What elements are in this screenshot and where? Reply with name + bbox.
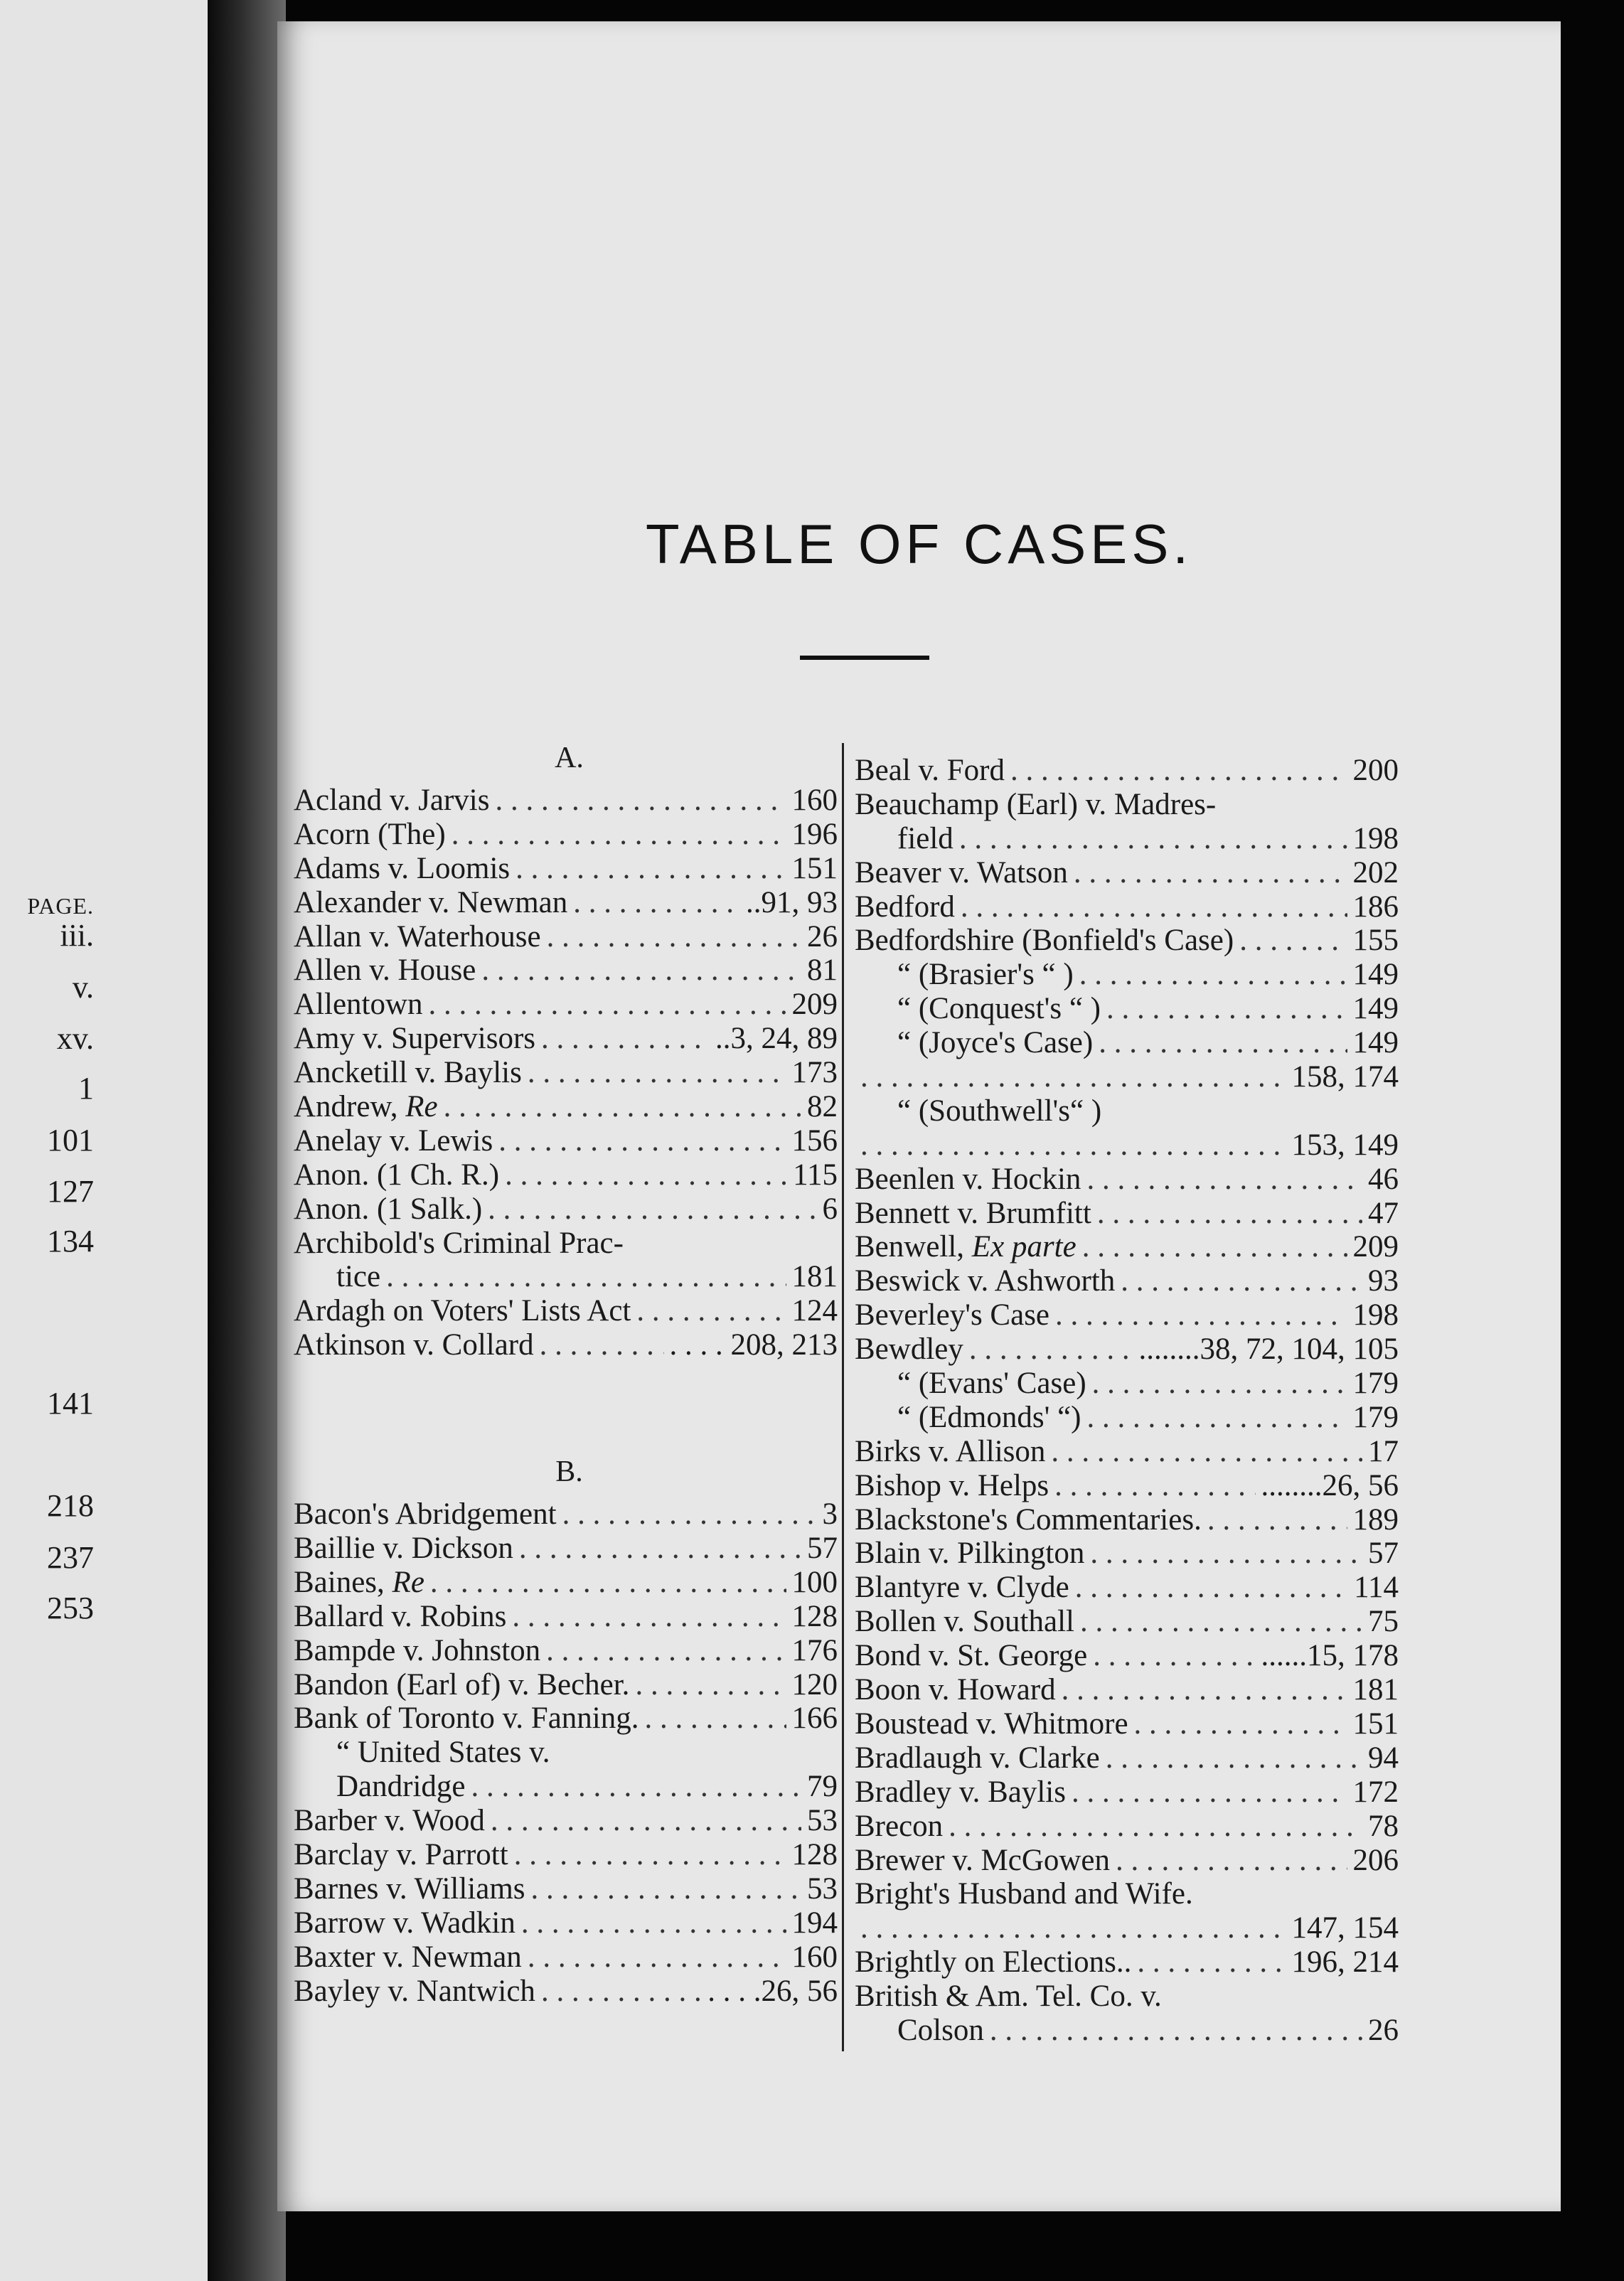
case-name: Baillie v. Dickson bbox=[294, 1532, 513, 1566]
dot-leader bbox=[860, 1060, 1286, 1094]
dot-leader bbox=[430, 1566, 786, 1600]
case-name: Andrew, Re bbox=[294, 1090, 438, 1124]
dot-leader bbox=[1072, 1775, 1347, 1810]
dot-leader bbox=[429, 988, 786, 1022]
case-entry bbox=[855, 1230, 1406, 1264]
case-entry bbox=[855, 1197, 1406, 1231]
dot-leader bbox=[1099, 1026, 1347, 1060]
page-number: 218 bbox=[47, 1488, 94, 1523]
case-entry bbox=[855, 992, 1406, 1026]
case-name: Brecon bbox=[855, 1809, 944, 1843]
case-entry bbox=[855, 1163, 1406, 1197]
case-page-numbers: 194 bbox=[791, 1906, 838, 1940]
dot-leader bbox=[1087, 1401, 1347, 1435]
case-page-numbers: 172 bbox=[1352, 1775, 1399, 1809]
case-entry bbox=[294, 1804, 845, 1838]
case-page-numbers: 176 bbox=[791, 1633, 838, 1667]
case-name: Boustead v. Whitmore bbox=[855, 1706, 1128, 1741]
page-number: iii. bbox=[60, 918, 94, 953]
case-entry bbox=[294, 920, 845, 954]
case-page-numbers: 26 bbox=[807, 919, 838, 953]
dot-leader bbox=[541, 1975, 702, 2009]
page-number: 237 bbox=[47, 1540, 94, 1575]
dot-leader bbox=[1082, 1230, 1347, 1264]
section-b-list-left bbox=[294, 1497, 845, 2008]
case-name: Amy v. Supervisors bbox=[294, 1022, 536, 1056]
case-page-numbers: 166 bbox=[791, 1702, 838, 1736]
dot-leader bbox=[1010, 754, 1347, 788]
case-entry bbox=[294, 1906, 845, 1940]
case-entry bbox=[855, 822, 1406, 856]
case-entry bbox=[855, 1911, 1406, 1945]
case-entry bbox=[294, 784, 845, 818]
page-number: 134 bbox=[47, 1224, 94, 1259]
dot-leader bbox=[1080, 1605, 1362, 1639]
case-entry bbox=[855, 754, 1406, 788]
case-page-numbers: 160 bbox=[791, 1940, 838, 1974]
case-page-numbers: 196, 214 bbox=[1291, 1945, 1399, 1980]
case-entry bbox=[855, 1707, 1406, 1741]
case-name: Atkinson v. Collard bbox=[294, 1328, 534, 1362]
case-entry bbox=[294, 953, 845, 988]
dot-leader bbox=[959, 822, 1347, 856]
case-entry bbox=[855, 1810, 1406, 1844]
case-entry bbox=[294, 1056, 845, 1090]
case-entry bbox=[855, 1469, 1406, 1503]
dot-leader bbox=[1121, 1264, 1362, 1298]
case-name: Allan v. Waterhouse bbox=[294, 919, 541, 953]
case-name-italic: Re bbox=[405, 1090, 438, 1124]
dot-leader bbox=[471, 1770, 802, 1804]
case-entry bbox=[294, 1838, 845, 1872]
case-entry bbox=[294, 1294, 845, 1328]
case-page-numbers: 156 bbox=[791, 1123, 838, 1158]
dot-leader bbox=[1116, 1844, 1347, 1878]
case-entry bbox=[855, 1298, 1406, 1332]
dot-leader bbox=[481, 953, 801, 988]
case-page-numbers: 115 bbox=[793, 1158, 838, 1192]
dot-leader bbox=[860, 1911, 1286, 1945]
case-page-numbers: 100 bbox=[791, 1565, 838, 1599]
dot-leader bbox=[512, 1600, 786, 1634]
case-page-numbers: 186 bbox=[1352, 890, 1399, 924]
case-name: “ (Brasier's “ ) bbox=[897, 958, 1074, 992]
left-column bbox=[294, 732, 845, 2009]
case-name: Beswick v. Ashworth bbox=[855, 1264, 1116, 1298]
case-name: Barber v. Wood bbox=[294, 1804, 485, 1838]
case-page-numbers: 26 bbox=[1368, 2013, 1399, 2047]
case-page-numbers: 75 bbox=[1368, 1605, 1399, 1639]
dot-leader bbox=[386, 1260, 786, 1294]
case-page-numbers: . . . .26, 56 bbox=[707, 1974, 838, 2008]
case-name: Bradlaugh v. Clarke bbox=[855, 1741, 1100, 1775]
case-entry bbox=[294, 1702, 845, 1736]
case-page-numbers: 179 bbox=[1352, 1367, 1399, 1401]
case-name: tice bbox=[336, 1260, 381, 1294]
dot-leader bbox=[969, 1332, 1133, 1367]
case-name: Anon. (1 Salk.) bbox=[294, 1192, 483, 1226]
dot-leader bbox=[540, 1328, 664, 1362]
case-name: Allentown bbox=[294, 988, 423, 1022]
case-name: Bradley v. Baylis bbox=[855, 1775, 1066, 1809]
page-number: v. bbox=[72, 970, 94, 1005]
dot-leader bbox=[531, 1872, 801, 1906]
dot-leader bbox=[541, 1022, 710, 1056]
case-page-numbers: 181 bbox=[1352, 1673, 1399, 1707]
facing-page-left bbox=[0, 0, 208, 2281]
case-name: Bedfordshire (Bonfield's Case) bbox=[855, 924, 1234, 958]
case-entry bbox=[294, 852, 845, 886]
case-entry bbox=[855, 1435, 1406, 1469]
case-name: Bright's Husband and Wife. bbox=[855, 1877, 1193, 1911]
dot-leader bbox=[562, 1497, 817, 1532]
dot-leader bbox=[1054, 1469, 1255, 1503]
case-page-numbers: 209 bbox=[1352, 1230, 1399, 1264]
case-page-numbers: 153, 149 bbox=[1291, 1128, 1399, 1162]
case-name: Anon. (1 Ch. R.) bbox=[294, 1158, 500, 1192]
case-entry bbox=[855, 1945, 1406, 1980]
dot-leader bbox=[515, 852, 786, 886]
case-page-numbers: 160 bbox=[791, 784, 838, 817]
case-page-numbers: 209 bbox=[791, 988, 838, 1022]
case-page-numbers: 3 bbox=[822, 1497, 838, 1532]
section-gap bbox=[294, 1362, 845, 1446]
dot-leader bbox=[519, 1532, 801, 1566]
case-page-numbers: 173 bbox=[791, 1056, 838, 1090]
case-name: “ (Southwell's“ ) bbox=[897, 1094, 1102, 1128]
case-entry bbox=[855, 1605, 1406, 1639]
case-entry bbox=[294, 1227, 845, 1261]
case-name: Bewdley bbox=[855, 1332, 963, 1367]
dot-leader bbox=[1207, 1503, 1347, 1537]
case-entry bbox=[855, 1503, 1406, 1537]
case-name: Ardagh on Voters' Lists Act bbox=[294, 1294, 631, 1328]
case-entry bbox=[294, 1770, 845, 1804]
dot-leader bbox=[1075, 1571, 1348, 1605]
case-entry bbox=[855, 1060, 1406, 1094]
case-name: Blantyre v. Clyde bbox=[855, 1571, 1069, 1605]
case-name: Colson bbox=[897, 2013, 984, 2047]
page-number: 127 bbox=[47, 1174, 94, 1209]
case-name: Beauchamp (Earl) v. Madres- bbox=[855, 787, 1217, 821]
dot-leader bbox=[444, 1090, 801, 1124]
case-name: Bond v. St. George bbox=[855, 1639, 1088, 1673]
book-gutter bbox=[208, 0, 286, 2281]
case-page-numbers: 149 bbox=[1352, 958, 1399, 992]
case-entry bbox=[294, 818, 845, 852]
dot-leader bbox=[1090, 1537, 1362, 1571]
dot-leader bbox=[1134, 1707, 1347, 1741]
case-page-numbers: 149 bbox=[1352, 1026, 1399, 1060]
case-page-numbers: . . . . 208, 213 bbox=[669, 1328, 838, 1362]
dot-leader bbox=[636, 1294, 786, 1328]
case-entry bbox=[855, 1537, 1406, 1571]
case-page-numbers: 196 bbox=[791, 817, 838, 851]
case-name: British & Am. Tel. Co. v. bbox=[855, 1980, 1162, 2014]
dot-leader bbox=[1106, 992, 1347, 1026]
case-page-numbers: 206 bbox=[1352, 1843, 1399, 1877]
case-name: Adams v. Loomis bbox=[294, 851, 511, 885]
case-page-numbers: 198 bbox=[1352, 1298, 1399, 1332]
page-number: 101 bbox=[47, 1123, 94, 1158]
case-name: “ (Joyce's Case) bbox=[897, 1026, 1094, 1060]
dot-leader bbox=[495, 784, 786, 818]
dot-leader bbox=[1092, 1367, 1347, 1401]
section-letter-b: B. bbox=[555, 1455, 583, 1489]
case-page-numbers: 93 bbox=[1368, 1264, 1399, 1298]
case-name: Ancketill v. Baylis bbox=[294, 1056, 522, 1090]
case-name: Bedford bbox=[855, 890, 955, 924]
case-entry bbox=[294, 1736, 845, 1770]
case-page-numbers: ..91, 93 bbox=[746, 885, 838, 919]
section-b-list-right bbox=[855, 754, 1406, 2048]
case-name: Bennett v. Brumfitt bbox=[855, 1196, 1091, 1230]
case-page-numbers: 155 bbox=[1352, 924, 1399, 958]
title-rule bbox=[800, 656, 929, 660]
case-page-numbers: 202 bbox=[1352, 855, 1399, 890]
main-page bbox=[277, 21, 1561, 2211]
case-name: Benwell, Ex parte bbox=[855, 1230, 1077, 1264]
case-page-numbers: 57 bbox=[1368, 1537, 1399, 1571]
case-name: Bollen v. Southall bbox=[855, 1605, 1074, 1639]
case-page-numbers: 78 bbox=[1368, 1809, 1399, 1843]
case-entry bbox=[294, 1668, 845, 1702]
case-page-numbers: 200 bbox=[1352, 754, 1399, 787]
case-name: Acland v. Jarvis bbox=[294, 784, 490, 817]
dot-leader bbox=[1086, 1163, 1362, 1197]
page-number: xv. bbox=[56, 1021, 94, 1056]
case-name: “ (Evans' Case) bbox=[897, 1367, 1086, 1401]
case-name: Baines, Re bbox=[294, 1565, 424, 1599]
case-name: Blackstone's Commentaries. bbox=[855, 1502, 1202, 1537]
case-entry bbox=[855, 1264, 1406, 1298]
case-page-numbers: 151 bbox=[791, 851, 838, 885]
case-name: “ (Conquest's “ ) bbox=[897, 992, 1101, 1026]
case-name: Brewer v. McGowen bbox=[855, 1843, 1111, 1877]
section-a-list bbox=[294, 784, 845, 1362]
case-entry bbox=[855, 890, 1406, 924]
case-entry bbox=[855, 958, 1406, 992]
dot-leader bbox=[546, 1634, 786, 1668]
case-entry bbox=[855, 1639, 1406, 1673]
case-name: Bishop v. Helps bbox=[855, 1468, 1049, 1502]
case-page-numbers: ........38, 72, 104, 105 bbox=[1138, 1332, 1399, 1367]
dot-leader bbox=[1051, 1435, 1362, 1469]
case-page-numbers: 128 bbox=[791, 1599, 838, 1633]
case-page-numbers: 151 bbox=[1352, 1706, 1399, 1741]
case-name: “ (Edmonds' “) bbox=[897, 1400, 1081, 1434]
case-name: Bank of Toronto v. Fanning. bbox=[294, 1702, 639, 1736]
dot-leader bbox=[505, 1158, 787, 1192]
case-name: Barclay v. Parrott bbox=[294, 1838, 508, 1872]
dot-leader bbox=[1239, 924, 1347, 958]
dot-leader bbox=[635, 1668, 786, 1702]
case-name: Bampde v. Johnston bbox=[294, 1633, 541, 1667]
case-name: Baxter v. Newman bbox=[294, 1940, 522, 1974]
case-page-numbers: 53 bbox=[807, 1804, 838, 1838]
case-name: Bayley v. Nantwich bbox=[294, 1974, 535, 2008]
dot-leader bbox=[547, 920, 801, 954]
case-entry bbox=[855, 1571, 1406, 1605]
case-entry bbox=[294, 988, 845, 1022]
case-entry bbox=[855, 1367, 1406, 1401]
case-entry bbox=[855, 1980, 1406, 2014]
dot-leader bbox=[573, 886, 740, 920]
case-page-numbers: 81 bbox=[807, 953, 838, 988]
case-page-numbers: 47 bbox=[1368, 1196, 1399, 1230]
case-entry bbox=[294, 1566, 845, 1600]
dot-leader bbox=[452, 818, 786, 852]
case-name: Bandon (Earl of) v. Becher. bbox=[294, 1667, 630, 1702]
dot-leader bbox=[1106, 1741, 1362, 1775]
case-page-numbers: 17 bbox=[1368, 1434, 1399, 1468]
dot-leader bbox=[498, 1124, 786, 1158]
dot-leader bbox=[961, 890, 1347, 924]
case-entry bbox=[855, 924, 1406, 958]
page-title: TABLE OF CASES. bbox=[645, 513, 1193, 575]
case-entry bbox=[294, 1260, 845, 1294]
case-name: Anelay v. Lewis bbox=[294, 1123, 493, 1158]
case-page-numbers: 158, 174 bbox=[1291, 1060, 1399, 1094]
case-page-numbers: 46 bbox=[1368, 1162, 1399, 1196]
dot-leader bbox=[528, 1940, 786, 1975]
case-entry bbox=[855, 1673, 1406, 1707]
case-entry bbox=[294, 1192, 845, 1227]
page-number: 141 bbox=[47, 1386, 94, 1421]
case-entry bbox=[294, 1872, 845, 1906]
dot-leader bbox=[990, 2014, 1362, 2048]
case-entry bbox=[855, 1775, 1406, 1810]
case-page-numbers: 149 bbox=[1352, 992, 1399, 1026]
case-name: “ United States v. bbox=[336, 1736, 550, 1770]
case-entry bbox=[294, 1328, 845, 1362]
case-page-numbers: 120 bbox=[791, 1667, 838, 1702]
case-name: Dandridge bbox=[336, 1770, 466, 1804]
case-name: Beal v. Ford bbox=[855, 754, 1005, 787]
case-page-numbers: 57 bbox=[807, 1532, 838, 1566]
dot-leader bbox=[1093, 1639, 1255, 1673]
case-name: Beverley's Case bbox=[855, 1298, 1050, 1332]
case-name: field bbox=[897, 821, 953, 855]
page-number: 253 bbox=[47, 1591, 94, 1625]
case-entry bbox=[294, 1497, 845, 1532]
dot-leader bbox=[1137, 1945, 1286, 1980]
page-number: 1 bbox=[78, 1071, 94, 1106]
case-entry bbox=[855, 1401, 1406, 1435]
case-entry bbox=[294, 1600, 845, 1634]
case-page-numbers: 82 bbox=[807, 1090, 838, 1124]
case-page-numbers: 6 bbox=[822, 1192, 838, 1226]
dot-leader bbox=[1074, 856, 1347, 890]
case-page-numbers: 79 bbox=[807, 1770, 838, 1804]
case-name: Birks v. Allison bbox=[855, 1434, 1046, 1468]
case-page-numbers: ......15, 178 bbox=[1261, 1639, 1399, 1673]
case-entry bbox=[294, 1940, 845, 1975]
case-name: Ballard v. Robins bbox=[294, 1599, 507, 1633]
dot-leader bbox=[488, 1192, 816, 1227]
case-entry bbox=[855, 1332, 1406, 1367]
case-name: Barrow v. Wadkin bbox=[294, 1906, 515, 1940]
page-column-header: PAGE. bbox=[27, 893, 94, 919]
case-entry bbox=[294, 1124, 845, 1158]
case-page-numbers: 53 bbox=[807, 1871, 838, 1906]
dot-leader bbox=[645, 1702, 786, 1736]
case-name: Brightly on Elections.. bbox=[855, 1945, 1132, 1980]
case-entry bbox=[294, 886, 845, 920]
case-page-numbers: 189 bbox=[1352, 1502, 1399, 1537]
case-entry bbox=[855, 1741, 1406, 1775]
case-page-numbers: 128 bbox=[791, 1838, 838, 1872]
case-page-numbers: 124 bbox=[791, 1294, 838, 1328]
case-page-numbers: 94 bbox=[1368, 1741, 1399, 1775]
case-entry bbox=[855, 2014, 1406, 2048]
case-name-italic: Ex parte bbox=[971, 1230, 1077, 1264]
dot-leader bbox=[1079, 958, 1347, 992]
case-entry bbox=[855, 1026, 1406, 1060]
case-name: Alexander v. Newman bbox=[294, 885, 568, 919]
section-letter-a: A. bbox=[555, 742, 584, 774]
case-entry bbox=[855, 1844, 1406, 1878]
column-divider bbox=[842, 743, 844, 2051]
case-page-numbers: 198 bbox=[1352, 821, 1399, 855]
case-name: Beenlen v. Hockin bbox=[855, 1162, 1081, 1196]
case-page-numbers: 179 bbox=[1352, 1400, 1399, 1434]
case-name: Blain v. Pilkington bbox=[855, 1537, 1085, 1571]
case-entry bbox=[294, 1634, 845, 1668]
case-name-italic: Re bbox=[392, 1565, 424, 1599]
case-entry bbox=[855, 856, 1406, 890]
case-entry bbox=[294, 1022, 845, 1056]
case-name: Beaver v. Watson bbox=[855, 855, 1068, 890]
case-name: Barnes v. Williams bbox=[294, 1871, 525, 1906]
case-entry bbox=[294, 1158, 845, 1192]
case-entry bbox=[855, 1877, 1406, 1911]
dot-leader bbox=[1062, 1673, 1347, 1707]
case-page-numbers: 114 bbox=[1354, 1571, 1399, 1605]
case-name: Bacon's Abridgement bbox=[294, 1497, 557, 1532]
case-entry bbox=[294, 1975, 845, 2009]
dot-leader bbox=[521, 1906, 786, 1940]
dot-leader bbox=[949, 1810, 1362, 1844]
case-name: Acorn (The) bbox=[294, 817, 446, 851]
case-name: Archibold's Criminal Prac- bbox=[294, 1226, 624, 1260]
case-page-numbers: 181 bbox=[791, 1260, 838, 1294]
case-page-numbers: ..3, 24, 89 bbox=[715, 1022, 838, 1056]
case-entry bbox=[855, 1128, 1406, 1163]
case-entry bbox=[294, 1090, 845, 1124]
dot-leader bbox=[1097, 1197, 1362, 1231]
case-name: Boon v. Howard bbox=[855, 1673, 1056, 1707]
case-entry bbox=[855, 788, 1406, 822]
case-name: Allen v. House bbox=[294, 953, 476, 988]
case-page-numbers: 147, 154 bbox=[1291, 1911, 1399, 1945]
dot-leader bbox=[1055, 1298, 1347, 1332]
case-page-numbers: ........26, 56 bbox=[1261, 1468, 1399, 1502]
case-entry bbox=[294, 1532, 845, 1566]
case-entry bbox=[855, 1094, 1406, 1128]
dot-leader bbox=[514, 1838, 786, 1872]
right-column bbox=[855, 754, 1406, 2048]
dot-leader bbox=[528, 1056, 786, 1090]
dot-leader bbox=[491, 1804, 801, 1838]
dot-leader bbox=[860, 1128, 1286, 1163]
